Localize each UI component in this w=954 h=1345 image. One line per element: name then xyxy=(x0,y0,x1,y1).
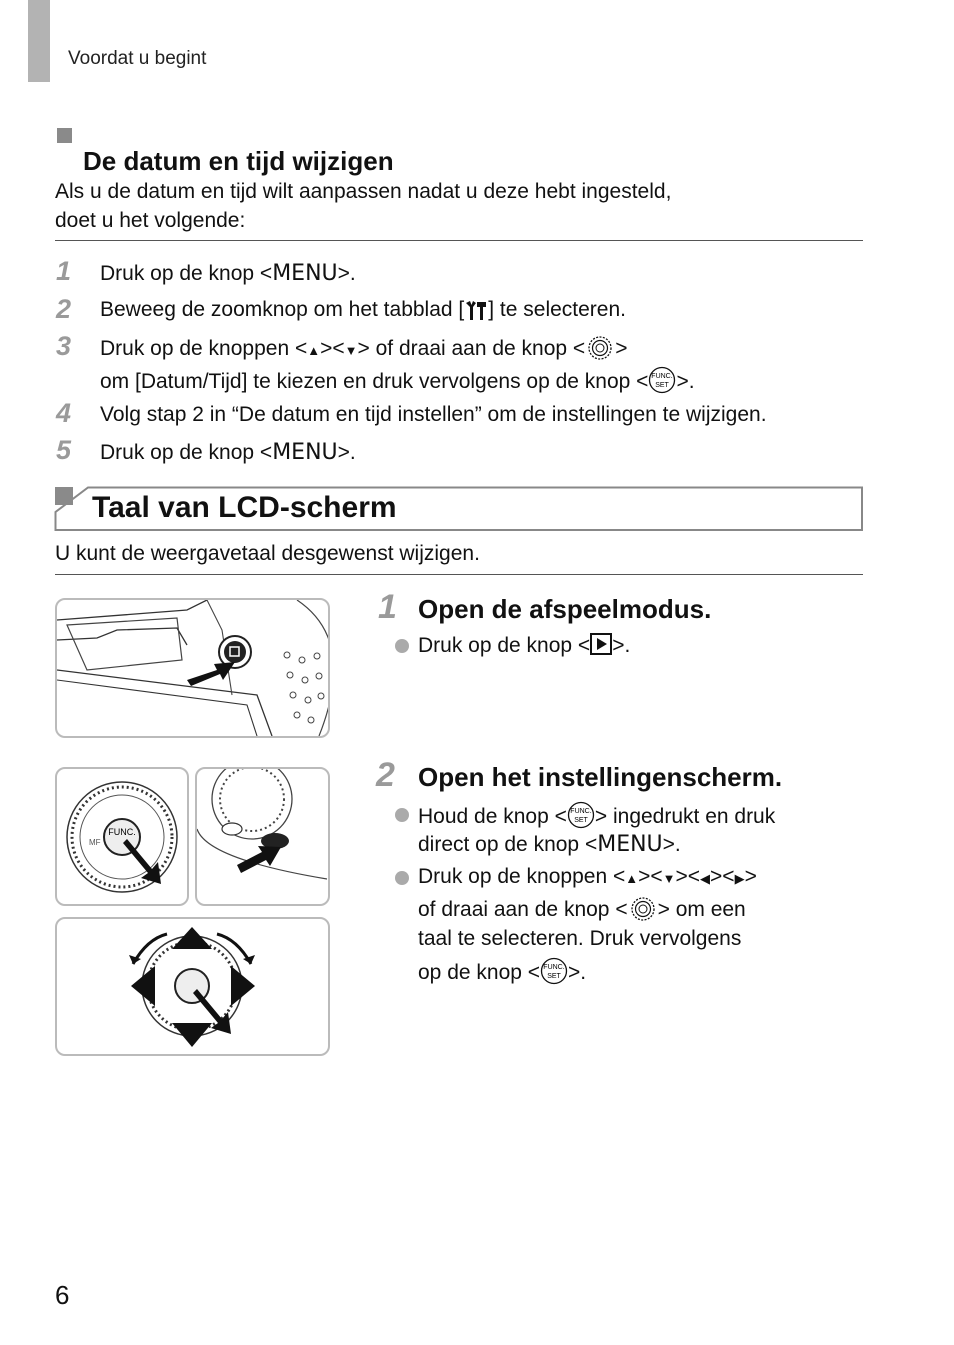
bullet-text-part: > om een xyxy=(657,898,746,921)
step-text-line2 xyxy=(100,366,695,394)
bullet-icon xyxy=(395,871,409,885)
func-dial-drawing xyxy=(57,769,187,904)
step-text-part: >< xyxy=(320,337,345,360)
func-set-button-illustration xyxy=(55,767,189,906)
section-marker-icon xyxy=(57,128,72,143)
section-title: Taal van LCD-scherm xyxy=(92,491,397,524)
step-text-part: om [Datum/Tijd] te kiezen en druk vervolgens op de knop < xyxy=(100,370,649,393)
running-head: Voordat u begint xyxy=(68,48,207,69)
step-text-part: Beweeg de zoomknop om het tabblad [ xyxy=(100,298,465,321)
step-text-part: Druk op de knoppen < xyxy=(100,337,308,360)
header-tab-bar xyxy=(28,0,50,82)
bullet-text-line3: taal te selecteren. Druk vervolgens xyxy=(418,927,742,950)
step-number: 4 xyxy=(56,398,72,428)
down-arrow-icon: ▼ xyxy=(344,343,358,358)
bullet-text-part: op de knop < xyxy=(418,961,541,984)
bullet-text-part: > xyxy=(744,865,757,888)
svg-text:FUNC.: FUNC. xyxy=(543,964,565,971)
step-text-part: >. xyxy=(337,262,356,285)
svg-text:MF: MF xyxy=(89,838,101,847)
step-text-part: >. xyxy=(337,441,356,464)
camera-playback-button-illustration xyxy=(55,598,330,738)
left-arrow-icon: ◀ xyxy=(700,871,711,886)
bullet-text-part: > ingedrukt en druk xyxy=(594,805,776,828)
control-dial-icon xyxy=(585,335,615,361)
direction-pad-drawing xyxy=(57,919,328,1054)
svg-text:FUNC.: FUNC. xyxy=(570,808,592,815)
step-text: Volg stap 2 in “De datum en tijd instellen” om de instellingen te wijzigen. xyxy=(100,403,767,426)
up-arrow-icon: ▲ xyxy=(307,343,321,358)
section-intro-line1: Als u de datum en tijd wilt aanpassen nadat u deze hebt ingesteld, xyxy=(55,180,672,203)
divider xyxy=(55,240,863,241)
playback-icon xyxy=(590,633,612,655)
bullet-icon xyxy=(395,808,409,822)
svg-text:FUNC.: FUNC. xyxy=(108,827,136,837)
menu-button-drawing xyxy=(197,769,328,904)
section-title: De datum en tijd wijzigen xyxy=(83,146,394,176)
step-text xyxy=(100,298,626,322)
section-intro: U kunt de weergavetaal desgewenst wijzigen. xyxy=(55,542,480,565)
bullet-text-line4 xyxy=(418,957,586,985)
step-title: Open de afspeelmodus. xyxy=(418,594,712,624)
bullet-text-line1 xyxy=(418,801,775,829)
func-set-icon xyxy=(567,801,595,829)
wrench-tools-icon xyxy=(464,300,488,322)
func-set-icon xyxy=(540,957,568,985)
menu-label: MENU xyxy=(597,832,663,857)
control-dial-icon xyxy=(628,896,658,922)
step-number: 2 xyxy=(376,756,395,794)
step-text-part: > of draai aan de knop < xyxy=(357,337,586,360)
bullet-text xyxy=(418,633,630,658)
step-number: 3 xyxy=(56,331,72,361)
divider xyxy=(55,574,863,575)
step-text-part: > xyxy=(615,337,628,360)
camera-top-drawing xyxy=(57,600,328,736)
section-intro-line2: doet u het volgende: xyxy=(55,209,246,232)
direction-buttons-illustration xyxy=(55,917,330,1056)
bullet-icon xyxy=(395,639,409,653)
menu-label: MENU xyxy=(272,261,338,286)
bullet-text-part: Druk op de knop < xyxy=(418,634,591,657)
step-text-part: >. xyxy=(676,370,695,393)
step-number: 5 xyxy=(56,435,72,465)
bullet-text-part: >< xyxy=(710,865,735,888)
bullet-text-part: of draai aan de knop < xyxy=(418,898,628,921)
bullet-text-part: >< xyxy=(675,865,701,888)
svg-text:SET: SET xyxy=(547,973,561,980)
bullet-text-part: Druk op de knoppen < xyxy=(418,865,626,888)
step-text xyxy=(100,440,356,465)
bullet-text-part: >. xyxy=(612,634,631,657)
menu-label: MENU xyxy=(272,440,338,465)
up-arrow-icon: ▲ xyxy=(625,871,639,886)
bullet-text-line1 xyxy=(418,865,757,889)
bullet-text-part: direct op de knop < xyxy=(418,833,598,856)
step-number: 1 xyxy=(378,588,397,626)
step-text-part: ] te selecteren. xyxy=(488,298,626,321)
func-set-icon xyxy=(648,366,676,394)
svg-text:SET: SET xyxy=(574,817,588,824)
right-arrow-icon: ▶ xyxy=(734,871,745,886)
step-number: 1 xyxy=(56,256,72,286)
bullet-text-line2 xyxy=(418,832,681,857)
step-text-part: Druk op de knop < xyxy=(100,262,273,285)
svg-text:FUNC.: FUNC. xyxy=(651,373,674,380)
bullet-text-part: Houd de knop < xyxy=(418,805,567,828)
down-arrow-icon: ▼ xyxy=(662,871,676,886)
step-text xyxy=(100,335,627,361)
step-number: 2 xyxy=(56,294,72,324)
svg-text:SET: SET xyxy=(655,382,670,389)
bullet-text-part: >< xyxy=(638,865,663,888)
step-title: Open het instellingenscherm. xyxy=(418,762,783,792)
step-text-part: Druk op de knop < xyxy=(100,441,273,464)
step-text xyxy=(100,261,356,286)
bullet-text-line2 xyxy=(418,896,746,922)
menu-button-illustration xyxy=(195,767,330,906)
bullet-text-part: >. xyxy=(568,961,587,984)
bullet-text-part: >. xyxy=(662,833,681,856)
page-number: 6 xyxy=(55,1280,70,1310)
